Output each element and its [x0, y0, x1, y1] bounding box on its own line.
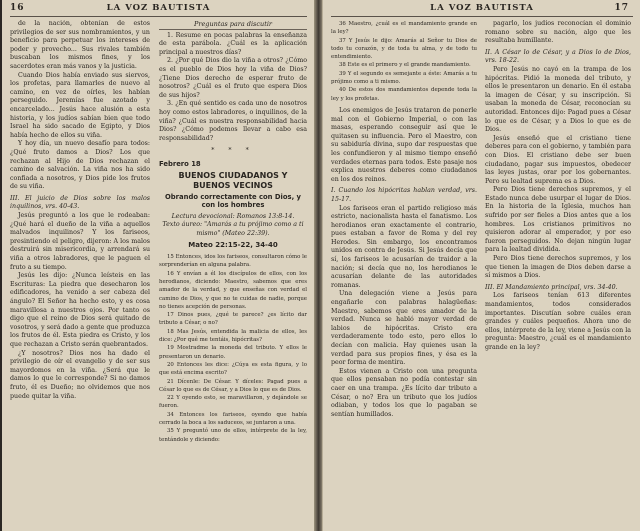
verse: 40 De estos dos mandamientos depende toda la ley y los profetas. — [331, 87, 477, 102]
lesson-title: BUENOS CIUDADANOS Y BUENOS VECINOS — [178, 170, 288, 190]
right-column-1 — [331, 20, 477, 529]
paragraph: Los enemigos de Jesús trataron de ponerle mal con el Gobierno Imperial, o con las masas, esperando conseguir así que le quitasen su influencia. Pero el Maestro, con su sabiduría divina, supo dar respuestas que les confundieron y al mismo tiempo enseñó verdades eternas para todos. Este pasaje nos explica nuestros deberes como ciudadanos en los dos reinos. — [331, 106, 477, 183]
paragraph: Pero Dios tiene derechos supremos, y los que tienen la imagen de Dios deben darse a sí mismos a Dios. — [485, 255, 631, 280]
discussion-question: 3. ¿En qué sentido es cada uno de nosotros hoy como estos labradores, o inquilinos, de la viña? ¿Cuál es nuestra responsabilidad hacia Dios? ¿Cómo podemos llevar a cabo esa responsabilidad? — [159, 100, 307, 142]
section-heading: III. El juicio de Dios sobre los malos inquilinos, vrs. 40-43. — [10, 194, 150, 211]
scripture-reference: Mateo 22:15-22, 34-40 — [188, 241, 278, 250]
verse: 16 Y envían a él los discípulos de ellos, con los herodianos, diciendo: Maestro, sabemos que eres amador de la verdad, y que enseñas con verdad el camino de Dios, y que no te cuidas de nadie, porque no tienes acepción de personas. — [159, 270, 307, 310]
paragraph: Pero Jesús no cayó en la trampa de los hipócritas. Pidió la moneda del tributo, y ellos le presentaron un denario. En él estaba la imagen de César, y su inscripción. Si usaban la moneda de César, reconocían su autoridad. Entonces dijo: Pagad pues a César lo que es de César, y a Dios lo que es de Dios. — [485, 65, 631, 134]
left-column-2 — [159, 20, 307, 529]
verse: 21 Dícenle: De César. Y díceles: Pagad pues a César lo que es de César, y a Dios lo que es de Dios. — [159, 378, 307, 393]
paragraph: ¿Y nosotros? Dios nos ha dado el privilegio de oír el evangelio y de ser sus mayordomos en la viña. ¿Será que le damos lo que le corresponde? Si no damos fruto, él es Dueño; no olvidemos que nos puede quitar la viña. — [10, 349, 150, 400]
paragraph: pagarlo, los judíos reconocían el dominio romano sobre su nación, algo que les resultaba humillante. — [485, 20, 631, 45]
discussion-question: 1. Resume en pocas palabras la enseñanza de esta parábola. ¿Cuál es la aplicación principal a nuestros días? — [159, 31, 307, 56]
header-rule — [331, 16, 633, 17]
running-title: LA VOZ BAUTISTA — [430, 3, 534, 13]
paragraph: Jesús preguntó a los que le rodeaban: ¿Qué hará el dueño de la viña a aquellos malvados inquilinos? Y los fariseos, presintiendo el peligro, dijeron: A los malos destruirá sin misericordia, y arrendará su viña a otros labradores, que le paguen el fruto a su tiempo. — [10, 212, 150, 271]
paragraph: Estos vienen a Cristo con una pregunta que ellos pensaban no podía contestar sin caer en una trampa. ¿Es lícito dar tributo a César, o no? Era un tributo que los judíos odiaban, y todos los que lo pagaban se sentían humillados. — [331, 367, 477, 418]
verse: 22 Y oyendo esto, se maravillaron, y dejándole se fueron. — [159, 395, 307, 410]
verse: 20 Entonces les dice: ¿Cúya es esta figura, y lo que está encima escrito? — [159, 361, 307, 377]
devotional-reading: Lectura devocional: Romanos 13:8-14. — [171, 212, 295, 220]
paragraph: Cuando Dios había enviado sus siervos, los profetas, para llamarles de nuevo al camino, en vez de oírles, les habían perseguido. Jeremías fue azotado y encarcelado... Jesús hace alusión a esta historia, y los judíos sabían bien que todo Israel ha sido sacado de Egipto, y Dios había hecho de ellos su viña. — [10, 71, 150, 139]
verse: 39 Y el segundo es semejante a éste: Amarás a tu prójimo como a ti mismo. — [331, 70, 477, 86]
paragraph: Y hoy día, un nuevo desafío para todos: ¿Qué fruto damos a Dios? Los que rechazan al Hijo de Dios rechazan el camino de salvación. La viña nos ha sido confiada a nosotros, y Dios pide los frutos de su viña. — [10, 140, 150, 191]
paragraph: Los fariseos tenían 613 diferentes mandamientos, todos considerados importantes. Discutían sobre cuáles eran grandes y cuáles pequeños. Ahora uno de ellos, intérprete de la ley, viene a Jesús con la pregunta: Maestro, ¿cuál es el mandamiento grande en la ley? — [485, 292, 631, 351]
right-page — [322, 0, 640, 531]
paragraph: Jesús les dijo: ¿Nunca leísteis en las Escrituras: La piedra que desecharon los edificadores, ha venido a ser cabeza del ángulo? El Señor ha hecho esto, y es cosa maravillosa a nuestros ojos. Por tanto os digo que el reino de Dios será quitado de vosotros, y será dado a gente que produzca los frutos de él. Esta piedra es Cristo, y los que rechazan a Cristo serán quebrantados. — [10, 272, 150, 348]
lesson-date: Febrero 18 — [159, 159, 201, 168]
running-title: LA VOZ BAUTISTA — [106, 3, 211, 13]
page-number: 17 — [614, 3, 629, 13]
verse: 34 Entonces los fariseos, oyendo que había cerrado la boca a los saduceos, se juntaron a una. — [159, 411, 307, 426]
right-column-2 — [485, 20, 631, 529]
left-page — [2, 0, 316, 531]
paragraph: de la nación, obtenían de estos privilegios de ser sus nombramientos, y un beneficio para perpetuar los intereses de poder y provecho... Sus rivales también buscaban los mismos fines, y los sacerdotes eran más vanos y la justicia. — [10, 20, 150, 70]
verse: 15 Entonces, idos los fariseos, consultaron cómo le sorprenderían en alguna palabra. — [159, 254, 307, 269]
section-heading: I. Cuando los hipócritas hablan verdad, vrs. 15-17. — [331, 187, 477, 203]
section-divider: * * * — [211, 147, 255, 155]
section-heading: III. El Mandamiento principal, vrs. 34-40. — [485, 283, 618, 291]
paragraph: Pero Dios tiene derechos supremos, y el Estado nunca debe usurpar el lugar de Dios. En la historia de la Iglesia, muchos han sufrido por ser fieles a Dios antes que a los hombres. Los cristianos primitivos no quisieron adorar al emperador, y por eso fueron perseguidos. No dejan ningún lugar para la lealtad dividida. — [485, 186, 631, 254]
verse: 36 Maestro, ¿cuál es el mandamiento grande en la ley? — [331, 21, 477, 36]
right-page-header — [323, 3, 640, 15]
discussion-question: 2. ¿Por qué Dios dio la viña a otros? ¿Cómo es el pueblo de Dios hoy la viña de Dios? ¿Tiene Dios derecho de esperar fruto de nosotros? ¿Cuál es el fruto que espera Dios de sus hijos? — [159, 57, 307, 99]
verse: 35 Y preguntó uno de ellos, intérprete de la ley, tentándole y diciendo: — [159, 428, 307, 443]
column-running-head: Preguntas para discutir — [159, 20, 307, 30]
section-heading: II. A César lo de César, y a Dios lo de Dios, vrs. 18-22. — [485, 48, 631, 65]
page-number: 16 — [10, 3, 25, 13]
left-column-1 — [10, 20, 150, 529]
verse: 37 Y Jesús le dijo: Amarás al Señor tu Dios de todo tu corazón, y de toda tu alma, y de todo tu entendimiento. — [331, 37, 477, 61]
golden-text: Texto áureo: "Amarás a tu prójimo como a ti mismo" (Mateo 22:39). — [162, 221, 304, 237]
header-rule — [10, 16, 307, 17]
verse: 17 Dinos pues, ¿qué te parece? ¿es lícito dar tributo a César, o no? — [159, 312, 307, 327]
verse: 18 Mas Jesús, entendida la malicia de ellos, les dice: ¿Por qué me tentáis, hipócritas? — [159, 328, 307, 344]
verse: 38 Este es el primero y el grande mandamiento. — [339, 62, 471, 69]
lesson-subtitle: Obrando correctamente con Dios, y con los hombres — [165, 192, 301, 210]
paragraph: Una delegación viene a Jesús para engañarle con palabras halagüeñas: Maestro, sabemos que eres amador de la verdad. Nunca se habló mayor verdad de labios de hipócritas. Cristo era verdaderamente todo esto, pero ellos lo decían con malicia. Hay quienes usan la verdad para sus propios fines, y ésa es la peor forma de mentira. — [331, 290, 477, 367]
verse: 19 Mostradme la moneda del tributo. Y ellos le presentaron un denario. — [159, 345, 307, 360]
paragraph: Los fariseos eran el partido religioso más estricto, nacionalista hasta el fanatismo. Los herodianos eran exactamente el contrario, pues estaban a favor de Roma y del rey Herodes. Sin embargo, los encontramos unidos en contra de Jesús. Si Jesús decía que sí, los fariseos le acusarían de traidor a la nación; si decía que no, los herodianos le acusarían delante de las autoridades romanas. — [331, 204, 477, 289]
paragraph: Jesús enseñó que el cristiano tiene deberes para con el gobierno, y también para con Dios. El cristiano debe ser buen ciudadano, pagar sus impuestos, obedecer las leyes justas, orar por los gobernantes. Pero su lealtad suprema es a Dios. — [485, 134, 631, 185]
left-page-header — [2, 3, 315, 15]
